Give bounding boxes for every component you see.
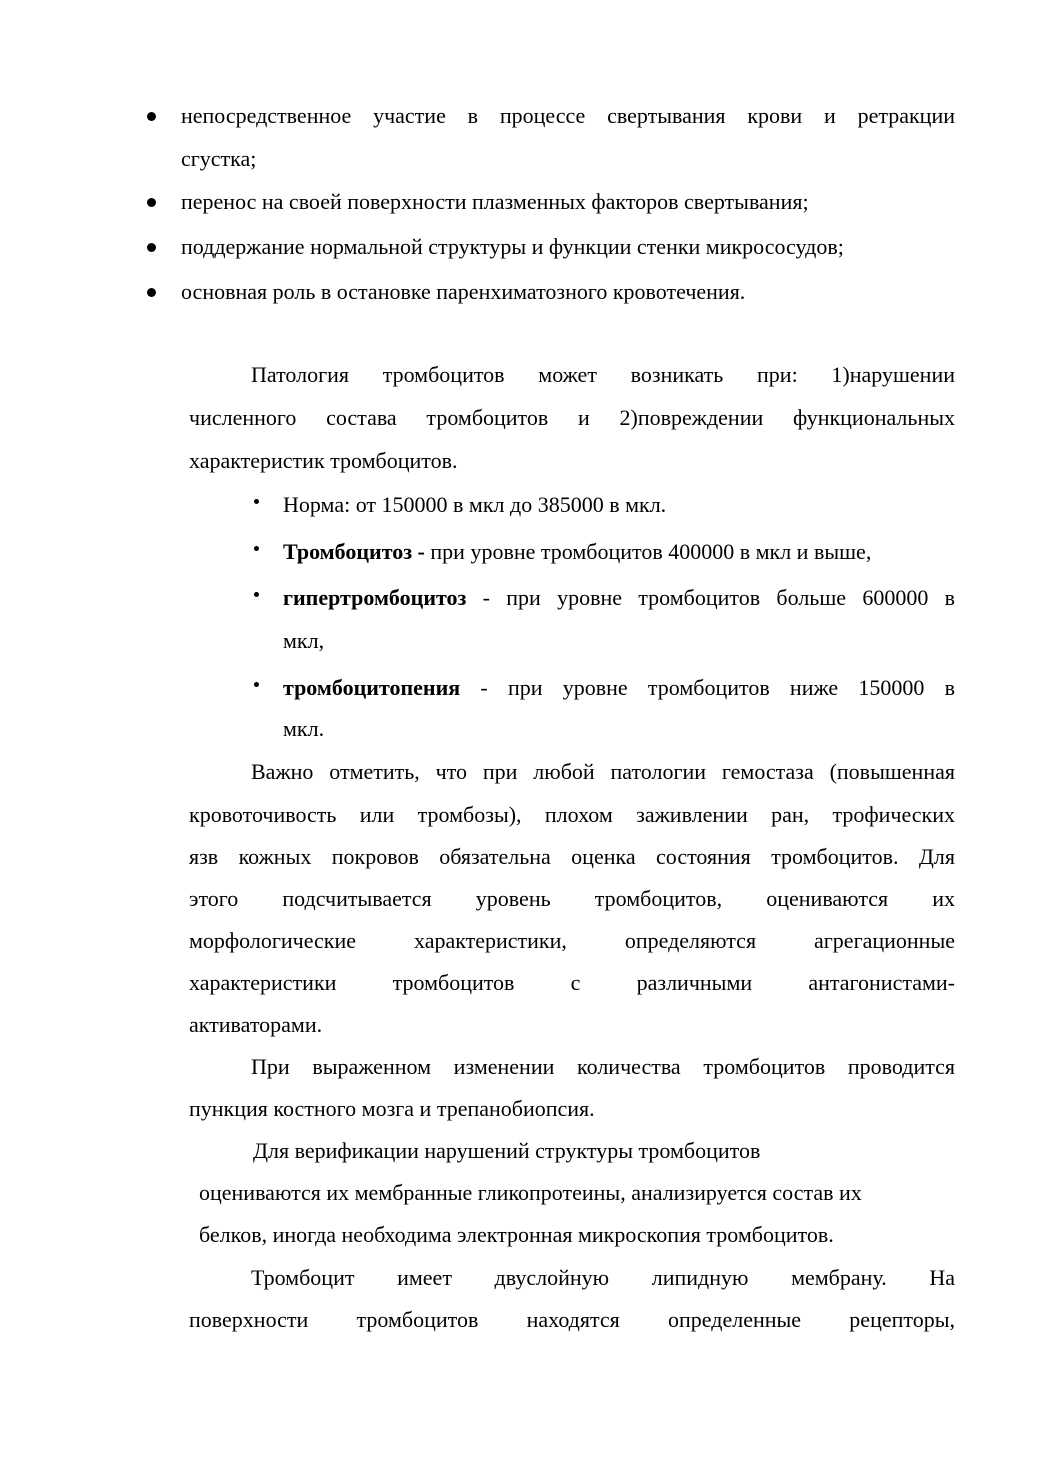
paragraph-line: морфологические характеристики, определяются агрегационные <box>189 928 955 953</box>
paragraph-line: язв кожных покровов обязательна оценка состояния тромбоцитов. Для <box>189 844 955 869</box>
paragraph-line: пункция костного мозга и трепанобиопсия. <box>189 1096 595 1121</box>
list-item-text: сгустка; <box>181 146 257 171</box>
paragraph-line: характеристик тромбоцитов. <box>189 448 458 473</box>
paragraph-line: оцениваются их мембранные гликопротеины, анализируется состав их <box>199 1180 862 1205</box>
penia-item-cont: мкл. <box>283 716 325 741</box>
term-bold: Тромбоцитоз - <box>283 539 425 564</box>
list-item-text: непосредственное участие в процессе свертывания крови и ретракции <box>181 103 955 128</box>
list-item-text: поддержание нормальной структуры и функции стенки микрососудов; <box>181 234 844 259</box>
bullet-icon <box>254 546 259 551</box>
term-description: - при уровне тромбоцитов больше 600000 в <box>466 585 955 610</box>
trombocitoz-item <box>283 537 871 567</box>
paragraph-line: численного состава тромбоцитов и 2)повреждении функциональных <box>189 405 955 430</box>
bullet-icon <box>254 592 259 597</box>
penia-item <box>283 673 955 703</box>
hyper-item-cont: мкл, <box>283 628 325 653</box>
paragraph-line: Тромбоцит имеет двуслойную липидную мембрану. На <box>251 1265 955 1290</box>
term-description: при уровне тромбоцитов 400000 в мкл и выше, <box>424 539 872 564</box>
paragraph-line: белков, иногда необходима электронная микроскопия тромбоцитов. <box>199 1222 834 1247</box>
list-item-text: основная роль в остановке паренхиматозного кровотечения. <box>181 279 746 304</box>
paragraph-line: характеристики тромбоцитов с различными антагонистами- <box>189 970 955 995</box>
term-description: - при уровне тромбоцитов ниже 150000 в <box>460 675 955 700</box>
paragraph-line: активаторами. <box>189 1012 323 1037</box>
bullet-icon <box>147 112 156 121</box>
paragraph-line: поверхности тромбоцитов находятся определенные рецепторы, <box>189 1307 955 1332</box>
bullet-icon <box>254 682 259 687</box>
term-bold: тромбоцитопения <box>283 675 461 700</box>
paragraph-line: кровоточивость или тромбозы), плохом заживлении ран, трофических <box>189 802 955 827</box>
bullet-icon <box>147 288 156 297</box>
paragraph-line: Важно отметить, что при любой патологии гемостаза (повышенная <box>251 759 955 784</box>
paragraph-line: этого подсчитывается уровень тромбоцитов, оцениваются их <box>189 886 955 911</box>
term-bold: гипертромбоцитоз <box>283 585 467 610</box>
paragraph-line: При выраженном изменении количества тромбоцитов проводится <box>251 1054 955 1079</box>
list-item-text: перенос на своей поверхности плазменных факторов свертывания; <box>181 189 809 214</box>
bullet-icon <box>147 243 156 252</box>
norm-text: Норма: от 150000 в мкл до 385000 в мкл. <box>283 492 667 517</box>
paragraph-line: Для верификации нарушений структуры тромбоцитов <box>253 1138 761 1163</box>
bullet-icon <box>254 499 259 504</box>
paragraph-line: Патология тромбоцитов может возникать при: 1)нарушении <box>251 362 955 387</box>
bullet-icon <box>147 198 156 207</box>
hyper-item <box>283 583 955 613</box>
